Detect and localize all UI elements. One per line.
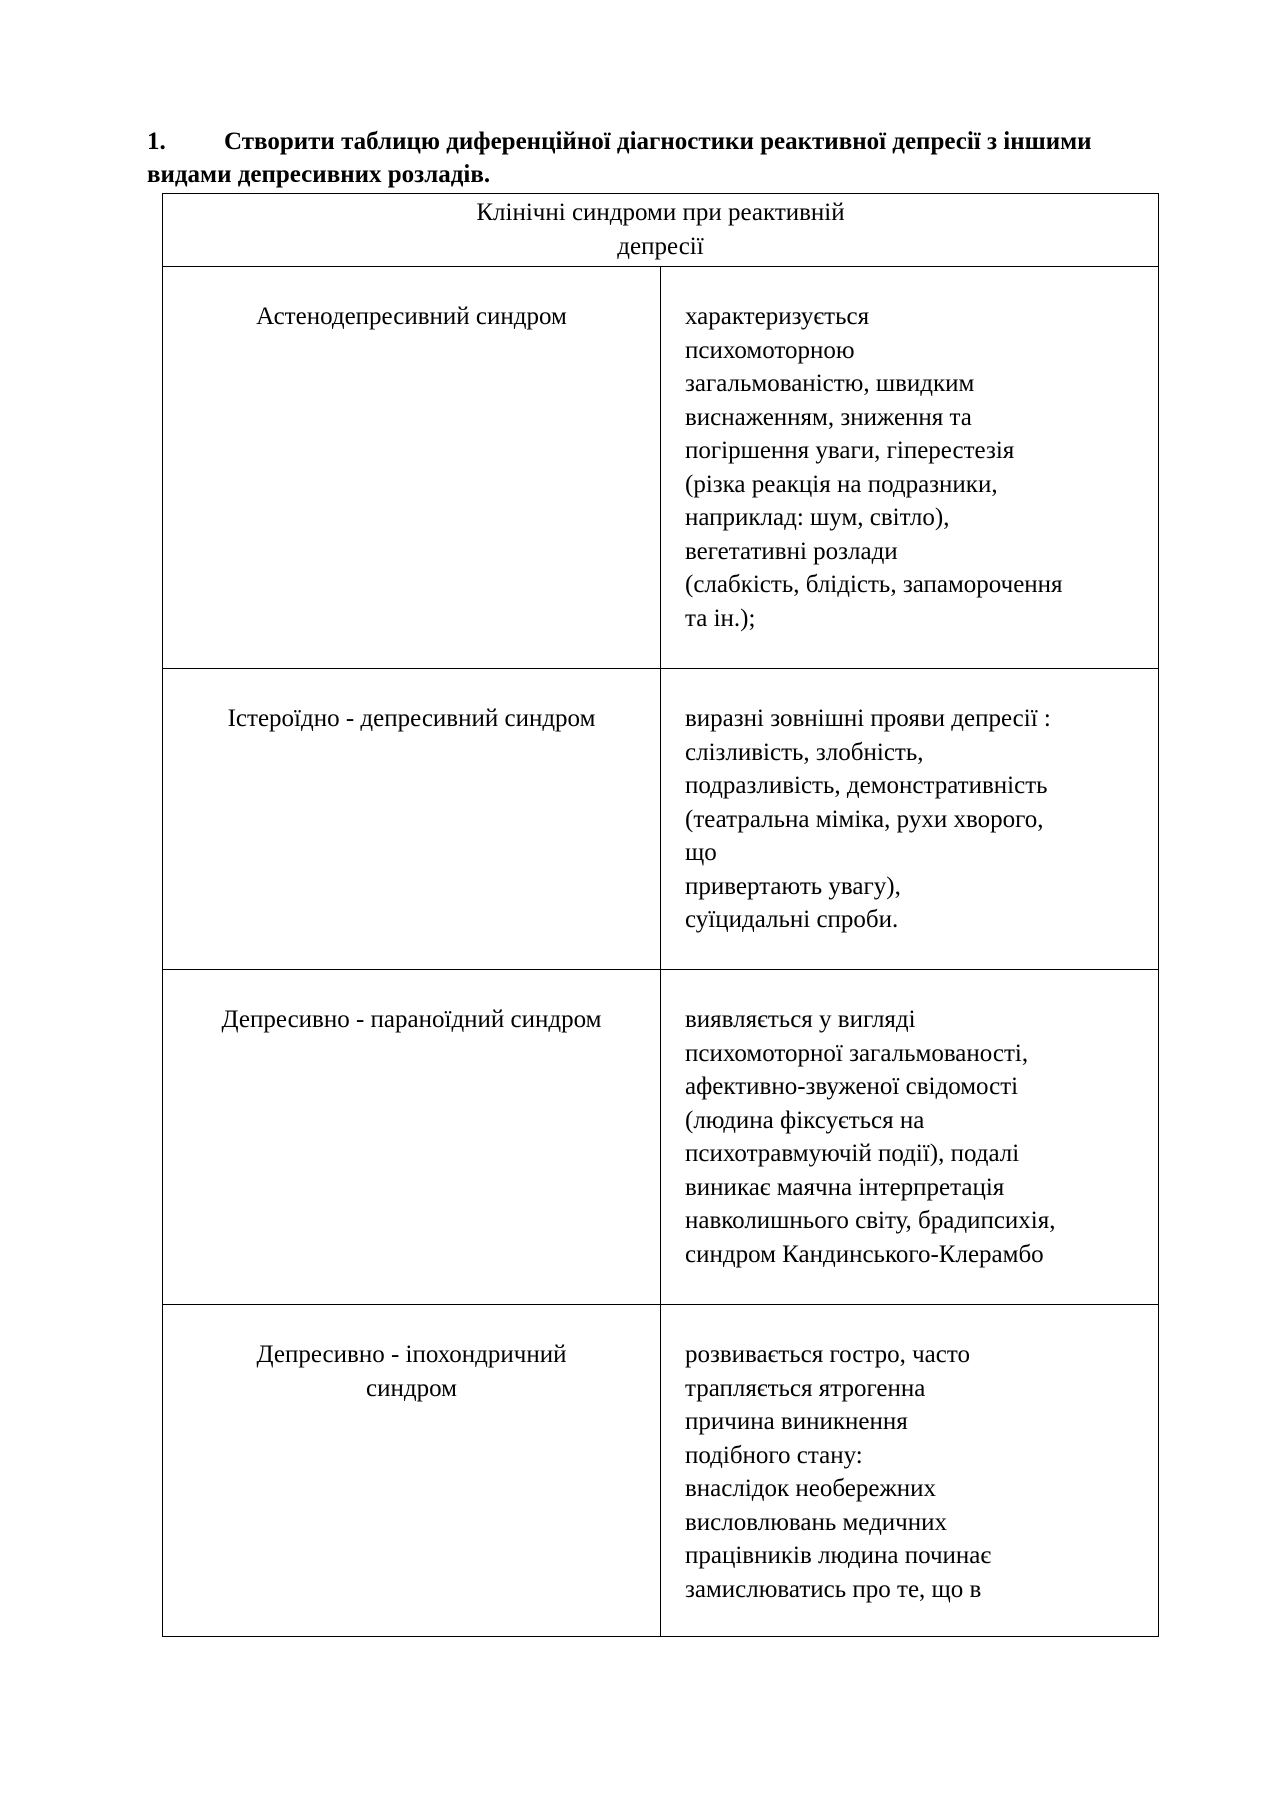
syndrome-name: Депресивно - параноїдний синдром: [221, 1006, 602, 1033]
description-line: розвивається гостро, часто: [685, 1341, 970, 1368]
description-line: (різка реакція на подразники,: [685, 470, 998, 498]
description-line: слізливість, злобність,: [685, 738, 924, 766]
description-line: характеризується: [685, 303, 870, 330]
description-line: навколишнього світу, брадипсихія,: [685, 1207, 1056, 1234]
description-line: та ін.);: [685, 604, 756, 632]
table-header-cell: [163, 194, 1159, 267]
header-line: депресії: [617, 232, 704, 260]
task-heading: [147, 125, 1157, 191]
description-line: внаслідок необережних: [685, 1475, 937, 1502]
table-row: [163, 669, 1159, 970]
description-line: загальмованістю, швидким: [685, 370, 975, 397]
task-title: Створити таблицю диференційної діагностики реактивної депресії з іншими видами депресивних розладів.: [147, 128, 1092, 188]
description-line: трапляється ятрогенна: [685, 1374, 926, 1402]
description-line: суїцидальні спроби.: [685, 906, 899, 933]
syndrome-name-cell: [163, 669, 661, 970]
syndrome-name: Депресивно - іпохондричний: [256, 1341, 567, 1368]
syndrome-description-cell: [661, 970, 1159, 1305]
description-line: виразні зовнішні прояви депресії :: [685, 705, 1051, 732]
syndrome-name-cell: [163, 970, 661, 1305]
description-line: (людина фіксується на: [685, 1106, 925, 1134]
description-line: психотравмуючій події), подалі: [685, 1140, 1020, 1167]
description-line: погіршення уваги, гіперестезія: [685, 437, 1015, 464]
description-line: висловлювань медичних: [685, 1508, 947, 1536]
table-row: [163, 1305, 1159, 1637]
syndrome-name: Істероїдно - депресивний синдром: [227, 705, 596, 732]
description-line: психомоторною: [685, 336, 855, 364]
description-line: виснаженням, зниження та: [685, 403, 972, 431]
table-header-row: [163, 194, 1159, 267]
task-number: 1.: [147, 128, 166, 155]
description-line: привертають увагу),: [685, 872, 901, 900]
description-line: наприклад: шум, світло),: [685, 504, 950, 531]
description-line: працівників людина починає: [685, 1542, 992, 1569]
syndrome-name-cell: [163, 267, 661, 669]
syndrome-name: Астенодепресивний синдром: [256, 303, 567, 330]
syndrome-description-cell: [661, 267, 1159, 669]
description-line: подібного стану:: [685, 1441, 863, 1469]
description-line: (театральна міміка, рухи хворого,: [685, 805, 1044, 833]
description-line: виявляється у вигляді: [685, 1006, 916, 1033]
syndrome-description-cell: [661, 669, 1159, 970]
description-line: що: [685, 839, 717, 866]
table-row: [163, 970, 1159, 1305]
description-line: замислюватись про те, що в: [685, 1575, 982, 1603]
description-line: синдром Кандинського-Клерамбо: [685, 1240, 1044, 1268]
description-line: вегетативні розлади: [685, 537, 898, 565]
syndrome-description-cell: [661, 1305, 1159, 1637]
description-line: виникає маячна інтерпретація: [685, 1173, 1005, 1201]
table-row: [163, 267, 1159, 669]
description-line: (слабкість, блідість, запаморочення: [685, 571, 1063, 598]
description-line: подразливість, демонстративність: [685, 772, 1048, 799]
syndrome-name: синдром: [366, 1374, 457, 1402]
description-line: причина виникнення: [685, 1408, 908, 1435]
syndrome-name-cell: [163, 1305, 661, 1637]
header-line: Клінічні синдроми при реактивній: [476, 199, 845, 226]
description-line: психомоторної загальмованості,: [685, 1039, 1029, 1067]
differential-diagnosis-table: [162, 193, 1159, 1637]
description-line: афективно-звуженої свідомості: [685, 1073, 1019, 1100]
